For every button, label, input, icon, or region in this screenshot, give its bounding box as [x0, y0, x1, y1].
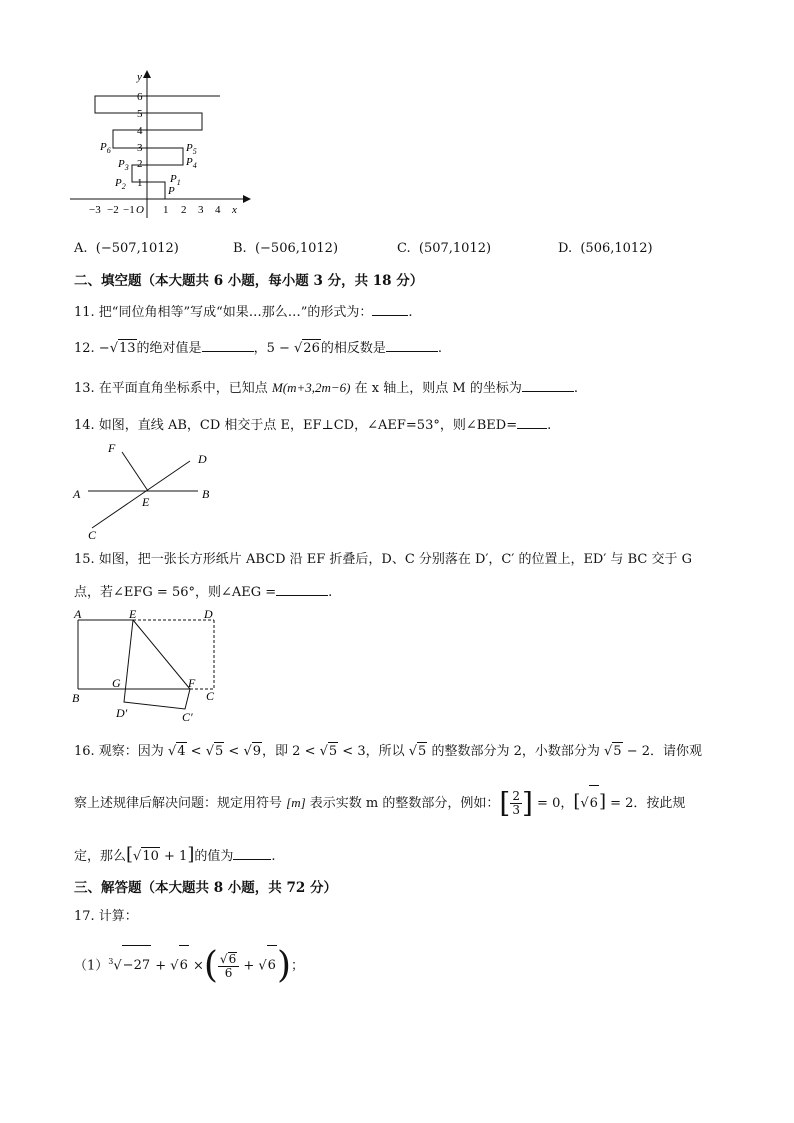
section2-title: 二、填空题（本大题共 6 小题，每小题 3 分，共 18 分） — [74, 273, 424, 289]
question-14: 14. 如图，直线 AB，CD 相交于点 E，EF⊥CD，∠AEF=53°，则∠BED= . — [74, 415, 551, 435]
x-axis-label: x — [232, 204, 237, 216]
x-tick: −1 — [123, 204, 135, 216]
label-f: F — [108, 441, 116, 455]
y-tick: 1 — [137, 177, 143, 189]
answer-blank — [276, 582, 328, 596]
question-16-line2: 察上述规律后解决问题：规定用符号 [m] 表示实数 m 的整数部分，例如：[ $\frac{2}{3}$ ] = 0，[√6] = 2．按此规 — [74, 784, 685, 822]
fraction-2-3: $\frac{2}{3}$ — [512, 789, 520, 817]
line-ef — [122, 452, 148, 491]
point-label-p1: $P_1$ — [170, 173, 181, 187]
fold-ef — [133, 620, 190, 689]
folded-part — [124, 620, 190, 709]
answer-blank — [233, 846, 271, 860]
y-axis-label: y — [137, 71, 142, 83]
y-tick: 6 — [137, 91, 143, 103]
point-label-p2: $P_2$ — [115, 177, 126, 191]
section3-title: 三、解答题（本大题共 8 小题，共 72 分） — [74, 880, 337, 896]
q10-option-d: D. (506,1012) — [558, 241, 653, 256]
label-d: D — [198, 452, 207, 466]
question-16-line1: 16. 观察：因为 √4 < √5 < √9，即 2 < √5 < 3，所以 √5 的整数部分为 2，小数部分为 √5 − 2．请你观 — [74, 744, 702, 759]
answer-blank — [522, 378, 574, 392]
folded-rectangle-figure — [68, 606, 228, 726]
label-c-prime: C′ — [182, 710, 193, 724]
label-b: B — [202, 487, 210, 501]
label-a: A — [73, 487, 81, 501]
label-d-prime: D′ — [116, 706, 128, 720]
origin-label: O — [136, 204, 144, 216]
intersecting-lines-figure — [68, 438, 218, 543]
question-15-line1: 15. 如图，把一张长方形纸片 ABCD 沿 EF 折叠后，D、C 分别落在 D′，C′ 的位置上，ED′ 与 BC 交于 G — [74, 552, 692, 567]
answer-blank — [386, 338, 438, 352]
x-tick: 2 — [181, 204, 187, 216]
label-e: E — [129, 607, 137, 621]
question-16-line3: 定，那么[√10 + 1]的值为 . — [74, 844, 276, 865]
x-tick: 4 — [215, 204, 221, 216]
q10-option-b: B. (−506,1012) — [233, 241, 339, 256]
x-axis-arrow — [243, 195, 251, 203]
y-tick: 3 — [137, 142, 143, 154]
label-e: E — [142, 495, 150, 509]
x-tick: −2 — [107, 204, 119, 216]
y-axis-arrow — [143, 70, 151, 78]
y-tick: 5 — [137, 108, 143, 120]
answer-blank — [372, 302, 408, 316]
question-12: 12. −√13的绝对值是 ，5 − √26的相反数是 . — [74, 338, 442, 358]
coordinate-path-figure — [65, 66, 255, 226]
label-d: D — [204, 607, 213, 621]
y-tick: 4 — [137, 125, 143, 137]
label-b: B — [72, 691, 80, 705]
answer-blank — [202, 338, 254, 352]
answer-blank — [517, 415, 547, 429]
fraction-sqrt6-over-6: $\frac{√6}{6}$ — [218, 952, 239, 980]
label-f: F — [188, 676, 196, 690]
point-label-p5: $P_5$ — [186, 142, 197, 156]
x-tick: 3 — [198, 204, 204, 216]
question-13: 13. 在平面直角坐标系中，已知点 M(m+3,2m−6) 在 x 轴上，则点 M 的坐标为 . — [74, 380, 578, 396]
q10-option-c: C. (507,1012) — [397, 241, 492, 256]
spiral-path — [95, 96, 220, 199]
line-cd — [92, 461, 190, 528]
question-11: 11. 把“同位角相等”写成“如果…那么…”的形式为： . — [74, 302, 413, 322]
question-17-part1: $(1)^3√-27 + √6$ ×( $\frac{√6}{6}$ + √6)； — [74, 944, 305, 986]
label-c: C — [88, 528, 97, 542]
label-a: A — [74, 607, 82, 621]
y-tick: 2 — [137, 158, 143, 170]
point-label-p3: $P_3$ — [118, 158, 129, 172]
x-tick: 1 — [163, 204, 169, 216]
x-tick: −3 — [89, 204, 101, 216]
point-label-p: P — [168, 185, 175, 197]
point-label-p4: $P_4$ — [186, 156, 197, 170]
label-c: C — [206, 689, 215, 703]
question-17-title: 17. 计算： — [74, 909, 138, 924]
question-15-line2: 点，若∠EFG = 56°，则∠AEG = . — [74, 582, 332, 602]
point-label-p6: $P_6$ — [100, 141, 111, 155]
q10-option-a: A. (−507,1012) — [74, 241, 179, 256]
label-g: G — [112, 676, 121, 690]
